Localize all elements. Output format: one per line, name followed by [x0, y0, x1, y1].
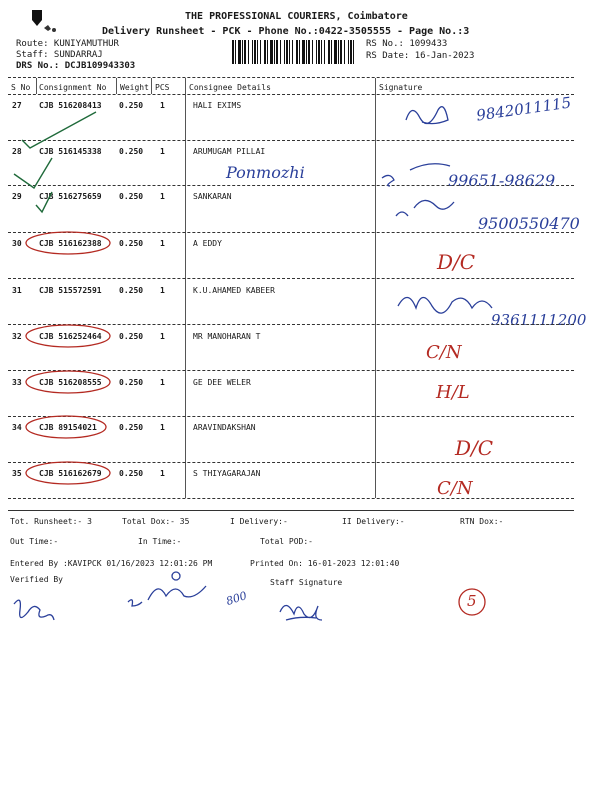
- handwritten-status: C/N: [426, 342, 462, 363]
- ii-delivery: II Delivery:-: [342, 517, 405, 526]
- row-pcs: 1: [160, 378, 165, 387]
- row-weight: 0.250: [119, 192, 144, 201]
- handwritten-phone: 99651-98629: [448, 171, 556, 190]
- row-consignee: ARUMUGAM PILLAI: [193, 147, 266, 156]
- total-runsheet: Tot. Runsheet:- 3: [10, 517, 92, 526]
- row-consignee: GE DEE WELER: [193, 378, 251, 387]
- row-sno: 34: [12, 423, 22, 432]
- row-weight: 0.250: [119, 469, 144, 478]
- handwritten-status: H/L: [436, 382, 470, 403]
- row-sno: 27: [12, 101, 22, 110]
- row-consignee: HALI EXIMS: [193, 101, 242, 110]
- row-weight: 0.250: [119, 423, 144, 432]
- row-consignment: CJB 516275659: [39, 192, 102, 201]
- row-consignment: CJB 516162679: [39, 469, 102, 478]
- rtn-dox: RTN Dox:-: [460, 517, 504, 526]
- col-weight: Weight: [120, 83, 149, 92]
- col-consignee: Consignee Details: [189, 83, 271, 92]
- row-sno: 28: [12, 147, 22, 156]
- staff-signature-label: Staff Signature: [270, 578, 343, 587]
- col-sno: S No: [11, 83, 31, 92]
- row-consignee: A EDDY: [193, 239, 222, 248]
- row-pcs: 1: [160, 239, 165, 248]
- row-consignment: CJB 516208413: [39, 101, 102, 110]
- col-signature: Signature: [379, 83, 423, 92]
- handwritten-status: D/C: [437, 250, 476, 274]
- rs-number: RS No.: 1099433: [366, 39, 448, 49]
- company-name: THE PROFESSIONAL COURIERS, Coimbatore: [185, 11, 408, 22]
- row-consignment: CJB 516145338: [39, 147, 102, 156]
- row-consignee: K.U.AHAMED KABEER: [193, 286, 275, 295]
- entered-by: Entered By :KAVIPCK 01/16/2023 12:01:26 PM: [10, 559, 213, 568]
- row-sno: 29: [12, 192, 22, 201]
- handwritten-phone: 9842011115: [475, 93, 573, 125]
- footer-signatures: [0, 560, 600, 650]
- handwritten-status: C/N: [437, 478, 473, 499]
- row-consignment: CJB 89154021: [39, 423, 97, 432]
- handwritten-phone: 9500550470: [478, 214, 580, 233]
- col-consignment: Consignment No: [39, 83, 107, 92]
- row-consignee: MR MANOHARAN T: [193, 332, 261, 341]
- runsheet-title: Delivery Runsheet - PCK - Phone No.:0422-3505555 - Page No.:3: [102, 26, 470, 37]
- total-pod: Total POD:-: [260, 537, 313, 546]
- row-consignee: SANKARAN: [193, 192, 232, 201]
- handwritten-total: 800: [224, 589, 249, 608]
- row-sno: 30: [12, 239, 22, 248]
- row-weight: 0.250: [119, 378, 144, 387]
- verified-by: Verified By: [10, 575, 63, 584]
- printed-on: Printed On: 16-01-2023 12:01:40: [250, 559, 400, 568]
- row-weight: 0.250: [119, 286, 144, 295]
- handwritten-status: D/C: [455, 436, 494, 460]
- row-pcs: 1: [160, 423, 165, 432]
- in-time: In Time:-: [138, 537, 182, 546]
- total-dox: Total Dox:- 35: [122, 517, 190, 526]
- circled-number: 5: [467, 592, 477, 610]
- row-pcs: 1: [160, 469, 165, 478]
- drs-number: DRS No.: DCJB109943303: [16, 61, 136, 71]
- out-time: Out Time:-: [10, 537, 59, 546]
- i-delivery: I Delivery:-: [230, 517, 288, 526]
- row-weight: 0.250: [119, 147, 144, 156]
- row-consignee: S THIYAGARAJAN: [193, 469, 261, 478]
- row-sno: 33: [12, 378, 22, 387]
- row-consignee: ARAVINDAKSHAN: [193, 423, 256, 432]
- row-consignment: CJB 516162388: [39, 239, 102, 248]
- row-consignment: CJB 515572591: [39, 286, 102, 295]
- row-pcs: 1: [160, 192, 165, 201]
- row-pcs: 1: [160, 101, 165, 110]
- row-sno: 35: [12, 469, 22, 478]
- row-sno: 32: [12, 332, 22, 341]
- staff: Staff: SUNDARRAJ: [16, 50, 103, 60]
- rs-date: RS Date: 16-Jan-2023: [366, 51, 475, 61]
- row-weight: 0.250: [119, 332, 144, 341]
- row-pcs: 1: [160, 286, 165, 295]
- row-weight: 0.250: [119, 101, 144, 110]
- row-consignment: CJB 516252464: [39, 332, 102, 341]
- handwritten-phone: 9361111200: [491, 311, 587, 329]
- row-consignment: CJB 516208555: [39, 378, 102, 387]
- row-pcs: 1: [160, 332, 165, 341]
- row-sno: 31: [12, 286, 22, 295]
- handwritten-name: Ponmozhi: [226, 163, 305, 182]
- row-pcs: 1: [160, 147, 165, 156]
- route: Route: KUNIYAMUTHUR: [16, 39, 119, 49]
- row-weight: 0.250: [119, 239, 144, 248]
- col-pcs: PCS: [155, 83, 170, 92]
